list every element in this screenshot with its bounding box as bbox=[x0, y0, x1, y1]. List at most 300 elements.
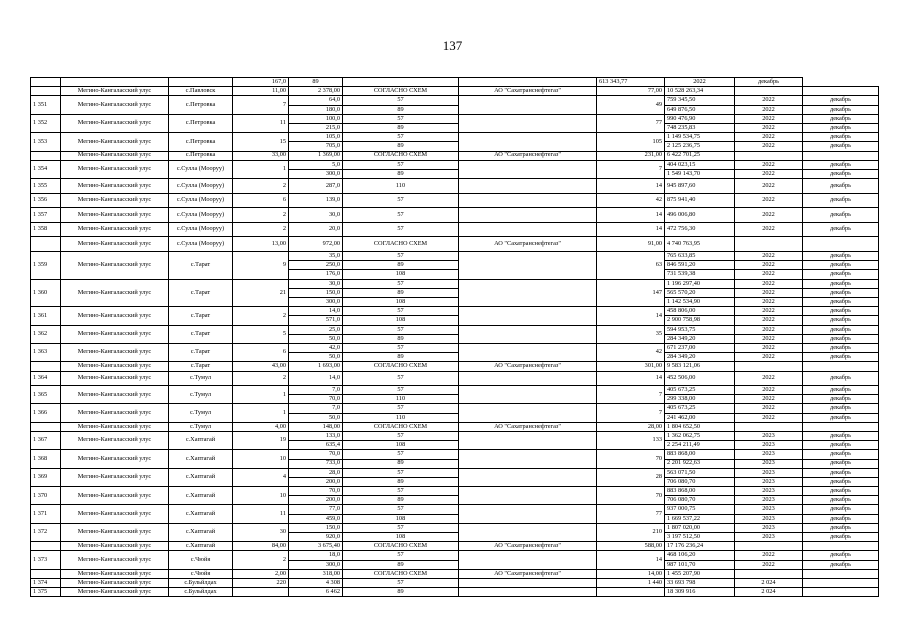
table-cell: 1 142 534,90 bbox=[665, 298, 735, 307]
table-cell: декабрь bbox=[803, 413, 879, 422]
table-cell: 33 693 798 bbox=[665, 578, 735, 587]
table-cell: с.Сулла (Мооруу) bbox=[169, 160, 233, 178]
table-cell: 200,0 bbox=[289, 496, 343, 505]
table-row bbox=[31, 542, 879, 551]
table-cell bbox=[459, 252, 597, 280]
table-cell: 405 673,25 bbox=[665, 404, 735, 413]
table-cell: 1 bbox=[233, 160, 289, 178]
table-cell: 2022 bbox=[735, 560, 803, 569]
table-cell: 57 bbox=[343, 208, 459, 223]
table-cell: 883 868,00 bbox=[665, 450, 735, 459]
table-cell: 318,00 bbox=[289, 569, 343, 578]
table-cell: 200,0 bbox=[289, 477, 343, 486]
table-cell: 1 369 bbox=[31, 468, 61, 486]
table-cell: 7 bbox=[597, 160, 665, 178]
table-cell: декабрь bbox=[803, 261, 879, 270]
table-cell: 2022 bbox=[735, 179, 803, 194]
table-cell: декабрь bbox=[803, 441, 879, 450]
table-cell: 468 106,20 bbox=[665, 551, 735, 560]
table-cell: АО "Сахатранснефтегаз" bbox=[459, 362, 597, 371]
table-cell: декабрь bbox=[803, 133, 879, 142]
table-cell: 10 bbox=[233, 487, 289, 505]
table-cell: 6 422 701,25 bbox=[665, 151, 735, 160]
table-cell: 2023 bbox=[735, 496, 803, 505]
table-cell: 5 bbox=[233, 325, 289, 343]
table-row bbox=[31, 222, 879, 237]
table-cell: АО "Сахатранснефтегаз" bbox=[459, 237, 597, 252]
table-cell: 452 506,00 bbox=[665, 371, 735, 386]
table-cell: 1 455 207,90 bbox=[665, 569, 735, 578]
table-cell: 148,00 bbox=[289, 422, 343, 431]
table-cell: 57 bbox=[343, 252, 459, 261]
table-cell: с.Хаптагай bbox=[169, 523, 233, 541]
table-cell: с.Петровка bbox=[169, 114, 233, 132]
table-cell: 57 bbox=[343, 578, 459, 587]
table-row bbox=[31, 551, 879, 560]
table-row bbox=[31, 307, 879, 316]
table-row bbox=[31, 523, 879, 532]
table-cell: АО "Сахатранснефтегаз" bbox=[459, 542, 597, 551]
table-cell: 30 bbox=[233, 523, 289, 541]
table-cell: с.Хаптагай bbox=[169, 468, 233, 486]
table-cell: декабрь bbox=[735, 78, 803, 87]
table-cell: 14,0 bbox=[289, 307, 343, 316]
table-row bbox=[31, 114, 879, 123]
table-cell bbox=[459, 468, 597, 486]
table-cell: 2022 bbox=[735, 404, 803, 413]
table-cell: 64,0 bbox=[289, 96, 343, 105]
table-cell: 635,4 bbox=[289, 441, 343, 450]
table-cell: декабрь bbox=[803, 307, 879, 316]
table-cell: 33,00 bbox=[233, 151, 289, 160]
table-cell: 30,0 bbox=[289, 279, 343, 288]
table-cell: 43,00 bbox=[233, 362, 289, 371]
table-cell: 2 024 bbox=[735, 588, 803, 597]
table-cell: 2,00 bbox=[233, 569, 289, 578]
table-cell: 1 356 bbox=[31, 193, 61, 208]
table-cell: декабрь bbox=[803, 487, 879, 496]
table-cell: 404 023,15 bbox=[665, 160, 735, 169]
table-cell: декабрь bbox=[803, 560, 879, 569]
page-number: 137 bbox=[442, 38, 463, 53]
table-row bbox=[31, 160, 879, 169]
table-cell: декабрь bbox=[803, 523, 879, 532]
table-cell: 705,0 bbox=[289, 142, 343, 151]
table-cell: 937 000,75 bbox=[665, 505, 735, 514]
table-cell: Мегино-Кангаласский улус bbox=[61, 422, 169, 431]
table-cell: 2 201 922,63 bbox=[665, 459, 735, 468]
table-cell: 57 bbox=[343, 404, 459, 413]
table-cell: декабрь bbox=[803, 551, 879, 560]
table-cell bbox=[803, 237, 879, 252]
table-cell: 2023 bbox=[735, 533, 803, 542]
table-cell: 2022 bbox=[735, 386, 803, 395]
table-cell: 89 bbox=[343, 459, 459, 468]
table-cell bbox=[459, 279, 597, 307]
table-cell: 671 237,00 bbox=[665, 343, 735, 352]
table-cell: 1 360 bbox=[31, 279, 61, 307]
table-cell: Мегино-Кангаласский улус bbox=[61, 343, 169, 361]
table-row bbox=[31, 252, 879, 261]
table-cell: 147 bbox=[597, 279, 665, 307]
table-cell: декабрь bbox=[803, 105, 879, 114]
table-cell: 139,0 bbox=[289, 193, 343, 208]
table-cell: 2 bbox=[233, 179, 289, 194]
table-cell: 2022 bbox=[735, 279, 803, 288]
table-cell: 2023 bbox=[735, 459, 803, 468]
table-cell: декабрь bbox=[803, 160, 879, 169]
table-cell: декабрь bbox=[803, 169, 879, 178]
table-cell: 7,0 bbox=[289, 404, 343, 413]
table-cell: 100,0 bbox=[289, 114, 343, 123]
table-cell: 14 bbox=[597, 371, 665, 386]
table-cell: Мегино-Кангаласский улус bbox=[61, 487, 169, 505]
table-cell: 2022 bbox=[735, 105, 803, 114]
table-cell: Мегино-Кангаласский улус bbox=[61, 505, 169, 523]
table-cell: Мегино-Кангаласский улус bbox=[61, 523, 169, 541]
table-cell: 2022 bbox=[735, 298, 803, 307]
table-cell: декабрь bbox=[803, 404, 879, 413]
table-cell: 57 bbox=[343, 325, 459, 334]
table-cell: 972,00 bbox=[289, 237, 343, 252]
table-cell: 7 bbox=[597, 386, 665, 404]
table-cell: 1 374 bbox=[31, 578, 61, 587]
table-cell bbox=[31, 87, 61, 96]
table-cell: 150,0 bbox=[289, 523, 343, 532]
table-cell: декабрь bbox=[803, 193, 879, 208]
table-cell: 2 bbox=[233, 371, 289, 386]
table-cell: 89 bbox=[343, 560, 459, 569]
table-cell bbox=[803, 151, 879, 160]
table-cell: 2022 bbox=[735, 334, 803, 343]
table-cell: 57 bbox=[343, 133, 459, 142]
table-cell: 2 bbox=[233, 551, 289, 569]
table-cell: 63 bbox=[597, 252, 665, 280]
table-cell: Мегино-Кангаласский улус bbox=[61, 114, 169, 132]
table-cell: 105,0 bbox=[289, 133, 343, 142]
table-cell: 945 897,60 bbox=[665, 179, 735, 194]
table-cell bbox=[61, 78, 169, 87]
table-cell: 42 bbox=[597, 343, 665, 361]
table-cell: декабрь bbox=[803, 353, 879, 362]
table-cell bbox=[459, 307, 597, 325]
table-cell: Мегино-Кангаласский улус bbox=[61, 279, 169, 307]
table-cell: 2022 bbox=[665, 78, 735, 87]
table-row bbox=[31, 151, 879, 160]
table-cell bbox=[343, 78, 459, 87]
table-cell: 706 080,70 bbox=[665, 496, 735, 505]
table-cell: СОГЛАСНО СХЕМ bbox=[343, 237, 459, 252]
table-cell: декабрь bbox=[803, 343, 879, 352]
table-cell bbox=[459, 179, 597, 194]
table-cell bbox=[31, 151, 61, 160]
table-cell: Мегино-Кангаласский улус bbox=[61, 569, 169, 578]
table-cell: 2022 bbox=[735, 123, 803, 132]
table-cell: Мегино-Кангаласский улус bbox=[61, 325, 169, 343]
table-cell: 299 338,00 bbox=[665, 395, 735, 404]
table-cell: 613 343,77 bbox=[597, 78, 665, 87]
table-cell: 210 bbox=[597, 523, 665, 541]
table-cell: декабрь bbox=[803, 533, 879, 542]
table-cell: 883 868,00 bbox=[665, 487, 735, 496]
table-cell: 594 953,75 bbox=[665, 325, 735, 334]
table-cell: декабрь bbox=[803, 459, 879, 468]
table-cell: 1 804 652,50 bbox=[665, 422, 735, 431]
table-cell: декабрь bbox=[803, 316, 879, 325]
table-row bbox=[31, 96, 879, 105]
table-cell: 14 bbox=[597, 179, 665, 194]
table-cell: с.Тарат bbox=[169, 307, 233, 325]
table-cell: 1 365 bbox=[31, 386, 61, 404]
table-cell: 14 bbox=[597, 208, 665, 223]
table-cell bbox=[31, 237, 61, 252]
table-cell: 77,0 bbox=[289, 505, 343, 514]
table-cell bbox=[459, 114, 597, 132]
table-cell: 565 570,20 bbox=[665, 288, 735, 297]
table-cell: 1 371 bbox=[31, 505, 61, 523]
table-cell: 57 bbox=[343, 487, 459, 496]
table-cell: 105 bbox=[597, 133, 665, 151]
table-cell: 2022 bbox=[735, 160, 803, 169]
table-cell: 108 bbox=[343, 441, 459, 450]
table-cell bbox=[459, 193, 597, 208]
table-cell: 2 bbox=[233, 222, 289, 237]
table-cell: 5,0 bbox=[289, 160, 343, 169]
table-cell: 2 254 211,49 bbox=[665, 441, 735, 450]
table-cell: декабрь bbox=[803, 270, 879, 279]
table-cell bbox=[459, 431, 597, 449]
table-cell bbox=[459, 487, 597, 505]
table-row bbox=[31, 279, 879, 288]
table-cell: 731 539,38 bbox=[665, 270, 735, 279]
table-cell: 2022 bbox=[735, 270, 803, 279]
table-cell: с.Тарат bbox=[169, 279, 233, 307]
table-cell: СОГЛАСНО СХЕМ bbox=[343, 87, 459, 96]
table-cell bbox=[459, 133, 597, 151]
table-cell: с.Сулла (Мооруу) bbox=[169, 222, 233, 237]
table-cell bbox=[459, 208, 597, 223]
table-cell: Мегино-Кангаласский улус bbox=[61, 87, 169, 96]
table-cell: 2023 bbox=[735, 477, 803, 486]
table-cell: декабрь bbox=[803, 179, 879, 194]
table-cell: 2023 bbox=[735, 487, 803, 496]
table-cell: 89 bbox=[343, 169, 459, 178]
table-cell: 2022 bbox=[735, 307, 803, 316]
table-cell: декабрь bbox=[803, 477, 879, 486]
table-cell: 108 bbox=[343, 533, 459, 542]
table-cell: 10 528 263,34 bbox=[665, 87, 735, 96]
table-cell: 2022 bbox=[735, 261, 803, 270]
table-cell: 57 bbox=[343, 96, 459, 105]
table-cell: 1 354 bbox=[31, 160, 61, 178]
table-cell bbox=[803, 578, 879, 587]
table-cell bbox=[459, 325, 597, 343]
table-cell: декабрь bbox=[803, 395, 879, 404]
table-cell bbox=[459, 523, 597, 541]
table-cell: 4 740 763,95 bbox=[665, 237, 735, 252]
table-cell: 2023 bbox=[735, 431, 803, 440]
table-cell: декабрь bbox=[803, 279, 879, 288]
table-cell: 2022 bbox=[735, 371, 803, 386]
table-cell: СОГЛАСНО СХЕМ bbox=[343, 362, 459, 371]
table-cell: 13,00 bbox=[233, 237, 289, 252]
table-cell: 563 071,50 bbox=[665, 468, 735, 477]
table-cell: 588,00 bbox=[597, 542, 665, 551]
table-cell: с.Бульйлдах bbox=[169, 578, 233, 587]
table-cell: 765 633,85 bbox=[665, 252, 735, 261]
table-cell: 17 176 236,24 bbox=[665, 542, 735, 551]
table-cell bbox=[735, 569, 803, 578]
table-row bbox=[31, 450, 879, 459]
table-cell: 7,0 bbox=[289, 386, 343, 395]
table-cell: 1 364 bbox=[31, 371, 61, 386]
table-cell: декабрь bbox=[803, 505, 879, 514]
table-cell: 231,00 bbox=[597, 151, 665, 160]
table-cell bbox=[735, 87, 803, 96]
table-cell: 2022 bbox=[735, 96, 803, 105]
table-cell: Мегино-Кангаласский улус bbox=[61, 468, 169, 486]
table-cell bbox=[803, 569, 879, 578]
table-cell: 57 bbox=[343, 307, 459, 316]
table-cell: 1 693,00 bbox=[289, 362, 343, 371]
table-cell bbox=[459, 588, 597, 597]
table-cell bbox=[233, 588, 289, 597]
table-cell: с.Сулла (Мооруу) bbox=[169, 237, 233, 252]
table-cell: 1 196 297,40 bbox=[665, 279, 735, 288]
table-cell: 89 bbox=[343, 105, 459, 114]
table-row bbox=[31, 386, 879, 395]
table-cell: 300,0 bbox=[289, 560, 343, 569]
table-cell: с.Тумул bbox=[169, 386, 233, 404]
table-cell: 77,00 bbox=[597, 87, 665, 96]
table-cell bbox=[459, 371, 597, 386]
table-cell: 649 876,50 bbox=[665, 105, 735, 114]
table-cell: 42,0 bbox=[289, 343, 343, 352]
table-cell: 7 bbox=[597, 404, 665, 422]
table-cell: 1 372 bbox=[31, 523, 61, 541]
table-cell: с.Тарат bbox=[169, 252, 233, 280]
table-cell: 14 bbox=[597, 551, 665, 569]
table-cell: Мегино-Кангаласский улус bbox=[61, 431, 169, 449]
table-cell: СОГЛАСНО СХЕМ bbox=[343, 422, 459, 431]
table-cell: 28,00 bbox=[597, 422, 665, 431]
table-cell: 89 bbox=[343, 334, 459, 343]
table-cell: 167,0 bbox=[233, 78, 289, 87]
table-cell: 215,0 bbox=[289, 123, 343, 132]
table-cell: с.Хаптагай bbox=[169, 542, 233, 551]
table-row bbox=[31, 569, 879, 578]
table-cell: СОГЛАСНО СХЕМ bbox=[343, 569, 459, 578]
table-cell: 405 673,25 bbox=[665, 386, 735, 395]
table-cell: 28 bbox=[597, 468, 665, 486]
table-cell: 1 366 bbox=[31, 404, 61, 422]
table-cell: 57 bbox=[343, 386, 459, 395]
table-cell bbox=[31, 569, 61, 578]
table-row bbox=[31, 578, 879, 587]
table-cell: с.Петровка bbox=[169, 151, 233, 160]
table-cell: 1 440 bbox=[597, 578, 665, 587]
table-cell: с.Петровка bbox=[169, 96, 233, 114]
table-cell bbox=[803, 588, 879, 597]
table-cell: 14 bbox=[597, 307, 665, 325]
table-cell: 748 235,83 bbox=[665, 123, 735, 132]
table-cell: АО "Сахатранснефтегаз" bbox=[459, 569, 597, 578]
table-cell: 57 bbox=[343, 505, 459, 514]
table-cell: 89 bbox=[343, 496, 459, 505]
table-cell: 57 bbox=[343, 450, 459, 459]
table-cell: Мегино-Кангаласский улус bbox=[61, 542, 169, 551]
table-cell: 35 bbox=[597, 325, 665, 343]
table-cell: 150,0 bbox=[289, 288, 343, 297]
table-cell: 1 352 bbox=[31, 114, 61, 132]
table-cell: 89 bbox=[289, 78, 343, 87]
table-row bbox=[31, 404, 879, 413]
table-cell: 28,0 bbox=[289, 468, 343, 477]
table-cell: 287,0 bbox=[289, 179, 343, 194]
table-cell: 20,0 bbox=[289, 222, 343, 237]
table-cell: 50,0 bbox=[289, 334, 343, 343]
table-cell bbox=[803, 362, 879, 371]
table-cell: 1 549 143,70 bbox=[665, 169, 735, 178]
table-cell: 57 bbox=[343, 343, 459, 352]
table-cell: 110 bbox=[343, 179, 459, 194]
table-cell: с.Петровка bbox=[169, 133, 233, 151]
table-cell: 15 bbox=[233, 133, 289, 151]
table-row bbox=[31, 208, 879, 223]
table-cell: 706 080,70 bbox=[665, 477, 735, 486]
table-cell: 2022 bbox=[735, 208, 803, 223]
table-cell: 108 bbox=[343, 316, 459, 325]
table-cell: 2 bbox=[233, 208, 289, 223]
table-cell bbox=[459, 96, 597, 114]
table-cell: 133,0 bbox=[289, 431, 343, 440]
table-cell: с.Сулла (Мооруу) bbox=[169, 193, 233, 208]
table-cell: 1 358 bbox=[31, 222, 61, 237]
table-cell bbox=[735, 422, 803, 431]
table-cell: Мегино-Кангаласский улус bbox=[61, 404, 169, 422]
table-cell: Мегино-Кангаласский улус bbox=[61, 551, 169, 569]
table-row bbox=[31, 505, 879, 514]
table-cell: 1 369,00 bbox=[289, 151, 343, 160]
table-cell bbox=[31, 422, 61, 431]
table-cell: декабрь bbox=[803, 222, 879, 237]
table-row bbox=[31, 343, 879, 352]
table-cell: 1 357 bbox=[31, 208, 61, 223]
table-cell: 1 363 bbox=[31, 343, 61, 361]
table-cell: 2 bbox=[233, 307, 289, 325]
table-cell: 2023 bbox=[735, 468, 803, 477]
table-cell: с.Чюйя bbox=[169, 551, 233, 569]
table-cell: 2022 bbox=[735, 353, 803, 362]
table-cell: 4 bbox=[233, 468, 289, 486]
table-cell: 70,0 bbox=[289, 487, 343, 496]
table-cell: 990 476,90 bbox=[665, 114, 735, 123]
table-cell bbox=[459, 78, 597, 87]
table-cell: декабрь bbox=[803, 334, 879, 343]
table-cell: 133 bbox=[597, 431, 665, 449]
table-cell: 35,0 bbox=[289, 252, 343, 261]
table-cell: декабрь bbox=[803, 298, 879, 307]
table-cell: 496 006,80 bbox=[665, 208, 735, 223]
table-cell: 9 bbox=[233, 252, 289, 280]
table-cell: 57 bbox=[343, 114, 459, 123]
table-row bbox=[31, 78, 879, 87]
table-cell: 571,0 bbox=[289, 316, 343, 325]
table-cell: 920,0 bbox=[289, 533, 343, 542]
table-cell: 1 361 bbox=[31, 307, 61, 325]
table-cell: 176,0 bbox=[289, 270, 343, 279]
table-cell: 1 370 bbox=[31, 487, 61, 505]
